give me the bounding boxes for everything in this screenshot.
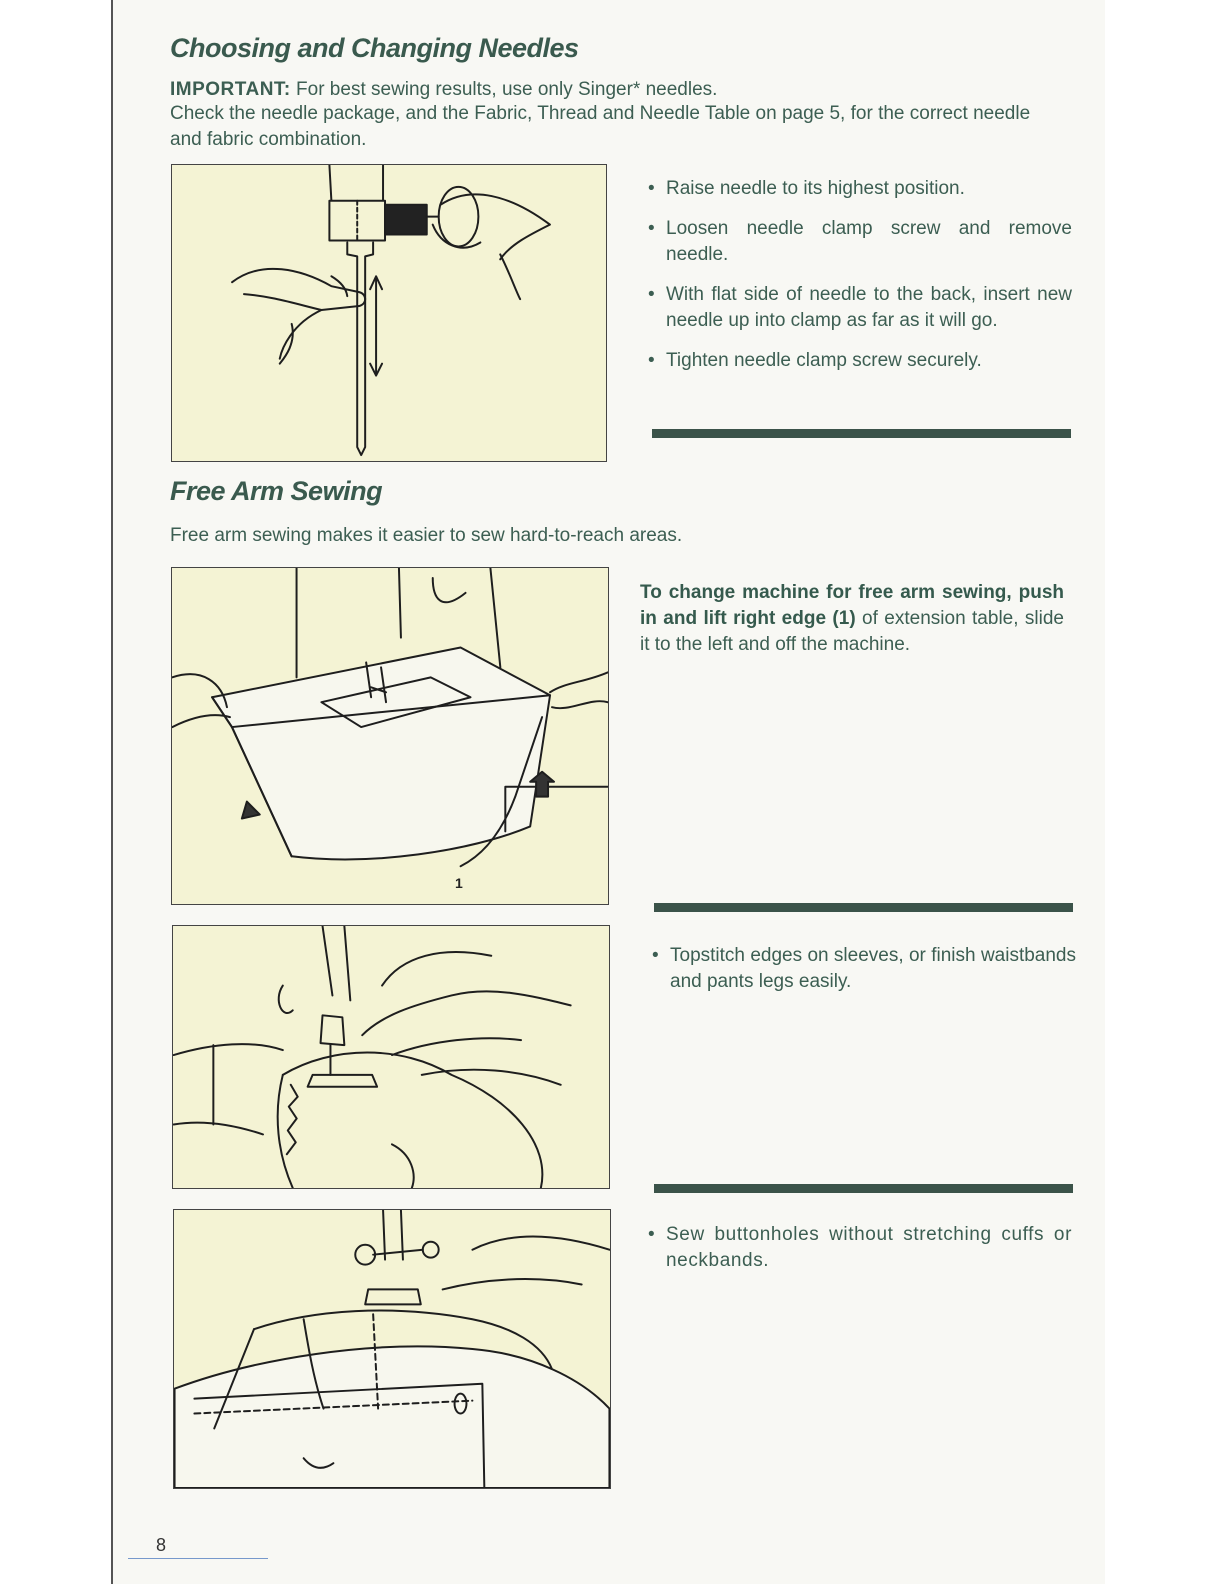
step-item: • Loosen needle clamp screw and remove needle. (646, 216, 1072, 268)
topstitch-sleeve-illustration (172, 925, 610, 1189)
page-number: 8 (156, 1535, 167, 1555)
needles-section-title: Choosing and Changing Needles (170, 33, 579, 63)
step-item: • With flat side of needle to the back, insert new needle up into clamp as far as it will go. (646, 282, 1072, 334)
buttonhole-cuff-illustration (173, 1209, 611, 1489)
extension-table-illustration (171, 567, 609, 905)
buttonhole-tip-list (646, 1222, 1072, 1288)
page-margin (1105, 0, 1224, 1584)
topstitch-tip-list (650, 943, 1076, 1009)
step-item: • Tighten needle clamp screw securely. (646, 348, 1072, 374)
tip-item: • Sew buttonholes without stretching cuffs or neckbands. (646, 1222, 1072, 1274)
scan-edge-line (128, 1558, 268, 1559)
section-divider (654, 903, 1073, 912)
important-note (170, 77, 1070, 103)
free-arm-instruction-bold: To change machine for free arm sewing, push in and lift right edge (1) (640, 582, 1064, 629)
free-arm-instruction (640, 580, 1064, 658)
needle-change-steps (646, 176, 1072, 388)
callout-number: 1 (455, 875, 463, 891)
free-arm-instruction-rest: of extension table, slide it to the left and off the machine. (640, 608, 1064, 655)
step-item: • Raise needle to its highest position. (646, 176, 1072, 202)
needle-change-illustration (171, 164, 607, 462)
check-needle-note: Check the needle package, and the Fabric, Thread and Needle Table on page 5, for the correct needle and fabric combination. (170, 103, 1031, 150)
important-text: For best sewing results, use only Singer* needles. (290, 79, 718, 100)
tip-item: • Topstitch edges on sleeves, or finish waistbands and pants legs easily. (650, 943, 1076, 995)
free-arm-section-title: Free Arm Sewing (170, 476, 383, 506)
section-divider (652, 429, 1071, 438)
important-label: IMPORTANT: (170, 79, 291, 100)
free-arm-intro: Free arm sewing makes it easier to sew hard-to-reach areas. (170, 525, 683, 546)
section-divider (654, 1184, 1073, 1193)
